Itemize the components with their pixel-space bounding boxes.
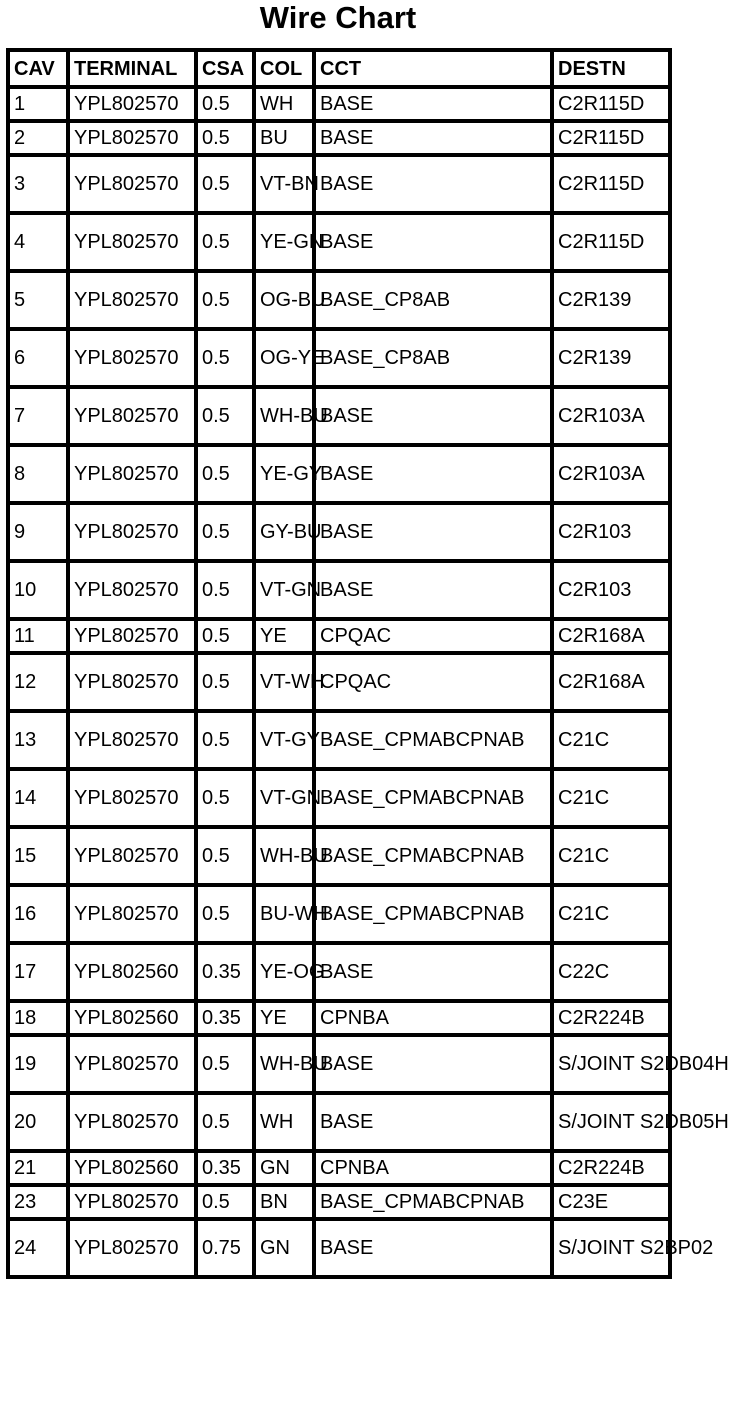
- cell-col: [254, 653, 325, 711]
- table-row: [8, 121, 670, 155]
- cell-csa: 0.5: [196, 1093, 254, 1151]
- cell-terminal: YPL802570: [68, 1035, 196, 1093]
- cell-cav: 8: [8, 445, 68, 503]
- cell-destn: [552, 1001, 670, 1035]
- destination-label: C23E: [558, 1191, 609, 1213]
- cell-terminal: YPL802560: [68, 1001, 196, 1035]
- cell-destn: [552, 213, 670, 271]
- cell-destn: [552, 561, 670, 619]
- cell-col: [254, 213, 324, 271]
- cell-terminal: YPL802570: [68, 121, 196, 155]
- cell-col: [254, 711, 321, 769]
- cell-terminal: YPL802570: [68, 885, 196, 943]
- cell-terminal: YPL802570: [68, 1219, 196, 1277]
- cell-cav: 21: [8, 1151, 68, 1185]
- cell-csa: 0.35: [196, 943, 254, 1001]
- cell-col: [254, 1035, 328, 1093]
- cell-destn: [552, 329, 670, 387]
- cell-destn: [552, 943, 670, 1001]
- table-row: [8, 1001, 670, 1035]
- cell-cct: CPNBA: [314, 1151, 552, 1185]
- cell-destn: [552, 827, 670, 885]
- cell-col: [254, 561, 322, 619]
- cell-col: [254, 445, 323, 503]
- cell-cct: BASE: [314, 943, 552, 1001]
- cell-destn: [552, 619, 670, 653]
- cell-csa: 0.5: [196, 155, 254, 213]
- cell-col: [254, 943, 325, 1001]
- cell-cct: BASE_CPMABCPNAB: [314, 769, 552, 827]
- cell-cav: 11: [8, 619, 68, 653]
- cell-csa: 0.5: [196, 329, 254, 387]
- destination-label: S/JOINT S2DB05H: [558, 1111, 729, 1133]
- cell-cct: BASE_CPMABCPNAB: [314, 827, 552, 885]
- cell-col: [254, 271, 326, 329]
- cell-cav: 6: [8, 329, 68, 387]
- destination-label: C2R115D: [558, 231, 645, 253]
- wire-color-label: BU: [260, 127, 288, 149]
- cell-terminal: YPL802570: [68, 155, 196, 213]
- table-row: [8, 387, 670, 445]
- cell-cav: 7: [8, 387, 68, 445]
- cell-cav: 15: [8, 827, 68, 885]
- destination-label: C2R103: [558, 579, 632, 601]
- cell-csa: 0.75: [196, 1219, 254, 1277]
- table-row: [8, 885, 670, 943]
- cell-cct: BASE: [314, 503, 552, 561]
- wire-color-label: WH-BU: [260, 405, 328, 427]
- cell-col: [254, 121, 314, 155]
- wire-color-label: VT-GN: [260, 579, 322, 601]
- cell-col: [254, 387, 328, 445]
- cell-csa: 0.5: [196, 561, 254, 619]
- cell-cct: BASE_CP8AB: [314, 329, 552, 387]
- cell-csa: 0.35: [196, 1001, 254, 1035]
- cell-cav: 3: [8, 155, 68, 213]
- table-row: [8, 155, 670, 213]
- destination-label: C2R168A: [558, 671, 645, 693]
- cell-cct: BASE_CP8AB: [314, 271, 552, 329]
- cell-col: [254, 329, 325, 387]
- cell-cav: 16: [8, 885, 68, 943]
- destination-label: C21C: [558, 787, 610, 809]
- destination-label: C21C: [558, 845, 610, 867]
- cell-csa: 0.5: [196, 387, 254, 445]
- table-row: [8, 271, 670, 329]
- cell-terminal: YPL802570: [68, 329, 196, 387]
- cell-col: [254, 1001, 314, 1035]
- cell-cct: CPQAC: [314, 619, 552, 653]
- cell-terminal: YPL802570: [68, 711, 196, 769]
- table-row: [8, 1185, 670, 1219]
- table-row: [8, 653, 670, 711]
- cell-cct: BASE: [314, 387, 552, 445]
- cell-destn: [552, 87, 670, 121]
- cell-csa: 0.5: [196, 653, 254, 711]
- table-row: [8, 445, 670, 503]
- cell-terminal: YPL802560: [68, 943, 196, 1001]
- wire-color-label: YE-OG: [260, 961, 325, 983]
- cell-cct: BASE_CPMABCPNAB: [314, 885, 552, 943]
- cell-col: [254, 885, 328, 943]
- cell-csa: 0.5: [196, 1185, 254, 1219]
- destination-label: S/JOINT S2DB04H: [558, 1053, 729, 1075]
- cell-destn: [552, 1219, 714, 1277]
- header-row: [8, 50, 670, 87]
- cell-cav: 2: [8, 121, 68, 155]
- destination-label: C2R224B: [558, 1007, 645, 1029]
- cell-terminal: YPL802560: [68, 1151, 196, 1185]
- cell-csa: 0.5: [196, 1035, 254, 1093]
- wire-color-label: VT-GN: [260, 787, 322, 809]
- table-row: [8, 503, 670, 561]
- wire-color-label: VT-GY: [260, 729, 321, 751]
- table-row: [8, 561, 670, 619]
- wire-color-label: WH-BU: [260, 1053, 328, 1075]
- cell-destn: [552, 445, 670, 503]
- cell-cav: 17: [8, 943, 68, 1001]
- table-row: [8, 943, 670, 1001]
- cell-col: [254, 619, 314, 653]
- wire-color-label: OG-YE: [260, 347, 325, 369]
- wire-color-label: YE-GY: [260, 463, 323, 485]
- cell-cav: 4: [8, 213, 68, 271]
- table-row: [8, 827, 670, 885]
- cell-cav: 1: [8, 87, 68, 121]
- cell-col: [254, 1185, 314, 1219]
- destination-label: S/JOINT S2BP02: [558, 1237, 714, 1259]
- table-row: [8, 1035, 670, 1093]
- cell-csa: 0.5: [196, 121, 254, 155]
- destination-label: C2R115D: [558, 93, 645, 115]
- cell-col: [254, 1219, 314, 1277]
- destination-label: C2R139: [558, 347, 632, 369]
- table-row: [8, 1219, 670, 1277]
- cell-cct: BASE: [314, 561, 552, 619]
- cell-terminal: YPL802570: [68, 561, 196, 619]
- cell-destn: [552, 1185, 670, 1219]
- cell-destn: [552, 1151, 670, 1185]
- cell-cav: 24: [8, 1219, 68, 1277]
- destination-label: C2R224B: [558, 1157, 645, 1179]
- destination-label: C2R103: [558, 521, 632, 543]
- wire-chart-table: [6, 48, 729, 1279]
- wire-color-label: WH-BU: [260, 845, 328, 867]
- cell-cav: 20: [8, 1093, 68, 1151]
- cell-destn: [552, 1093, 729, 1151]
- cell-terminal: YPL802570: [68, 213, 196, 271]
- cell-cav: 12: [8, 653, 68, 711]
- cell-terminal: YPL802570: [68, 503, 196, 561]
- wire-color-label: VT-BN: [260, 173, 319, 195]
- cell-cav: 18: [8, 1001, 68, 1035]
- cell-cct: BASE_CPMABCPNAB: [314, 711, 552, 769]
- cell-cav: 19: [8, 1035, 68, 1093]
- header-col: COL: [254, 50, 314, 87]
- wire-color-label: GY-BU: [260, 521, 322, 543]
- table-row: [8, 619, 670, 653]
- table-row: [8, 711, 670, 769]
- cell-destn: [552, 769, 670, 827]
- wire-color-label: YE-GN: [260, 231, 324, 253]
- cell-cav: 14: [8, 769, 68, 827]
- destination-label: C2R115D: [558, 173, 645, 195]
- cell-col: [254, 769, 322, 827]
- destination-label: C2R168A: [558, 625, 645, 647]
- cell-terminal: YPL802570: [68, 653, 196, 711]
- destination-label: C21C: [558, 729, 610, 751]
- cell-terminal: YPL802570: [68, 1093, 196, 1151]
- cell-csa: 0.5: [196, 769, 254, 827]
- cell-cav: 5: [8, 271, 68, 329]
- wire-color-label: BN: [260, 1191, 288, 1213]
- cell-col: [254, 1093, 314, 1151]
- cell-cct: CPNBA: [314, 1001, 552, 1035]
- wire-color-label: WH: [260, 93, 294, 115]
- destination-label: C21C: [558, 903, 610, 925]
- cell-cct: BASE: [314, 445, 552, 503]
- table-row: [8, 1151, 670, 1185]
- table-row: [8, 329, 670, 387]
- cell-cct: BASE: [314, 121, 552, 155]
- cell-terminal: YPL802570: [68, 619, 196, 653]
- table-row: [8, 87, 670, 121]
- cell-cav: 10: [8, 561, 68, 619]
- cell-csa: 0.35: [196, 1151, 254, 1185]
- table-row: [8, 213, 670, 271]
- cell-terminal: YPL802570: [68, 271, 196, 329]
- cell-cct: BASE: [314, 1219, 552, 1277]
- cell-col: [254, 827, 328, 885]
- wire-color-label: BU-WH: [260, 903, 328, 925]
- cell-destn: [552, 387, 670, 445]
- table-row: [8, 1093, 670, 1151]
- cell-destn: [552, 1035, 729, 1093]
- cell-cav: 13: [8, 711, 68, 769]
- page-title: Wire Chart: [259, 0, 417, 35]
- cell-cct: BASE: [314, 1035, 552, 1093]
- table-row: [8, 769, 670, 827]
- wire-color-label: OG-BU: [260, 289, 326, 311]
- destination-label: C22C: [558, 961, 610, 983]
- cell-csa: 0.5: [196, 503, 254, 561]
- destination-label: C2R103A: [558, 463, 645, 485]
- cell-cav: 9: [8, 503, 68, 561]
- cell-cct: BASE_CPMABCPNAB: [314, 1185, 552, 1219]
- cell-terminal: YPL802570: [68, 769, 196, 827]
- cell-destn: [552, 155, 670, 213]
- cell-cct: BASE: [314, 155, 552, 213]
- cell-col: [254, 503, 322, 561]
- cell-terminal: YPL802570: [68, 827, 196, 885]
- header-terminal: TERMINAL: [68, 50, 196, 87]
- cell-destn: [552, 653, 670, 711]
- cell-destn: [552, 885, 670, 943]
- cell-csa: 0.5: [196, 213, 254, 271]
- wire-color-label: YE: [260, 625, 287, 647]
- cell-csa: 0.5: [196, 619, 254, 653]
- cell-col: [254, 1151, 314, 1185]
- cell-csa: 0.5: [196, 827, 254, 885]
- cell-terminal: YPL802570: [68, 1185, 196, 1219]
- cell-cav: 23: [8, 1185, 68, 1219]
- cell-destn: [552, 503, 670, 561]
- cell-col: [254, 87, 314, 121]
- cell-destn: [552, 271, 670, 329]
- wire-color-label: GN: [260, 1157, 290, 1179]
- destination-label: C2R103A: [558, 405, 645, 427]
- cell-csa: 0.5: [196, 271, 254, 329]
- cell-terminal: YPL802570: [68, 87, 196, 121]
- cell-terminal: YPL802570: [68, 387, 196, 445]
- cell-csa: 0.5: [196, 445, 254, 503]
- cell-csa: 0.5: [196, 711, 254, 769]
- wire-color-label: WH: [260, 1111, 294, 1133]
- cell-destn: [552, 121, 670, 155]
- cell-csa: 0.5: [196, 885, 254, 943]
- wire-color-label: VT-WH: [260, 671, 325, 693]
- header-csa: CSA: [196, 50, 254, 87]
- header-cav: CAV: [8, 50, 68, 87]
- cell-cct: BASE: [314, 87, 552, 121]
- cell-csa: 0.5: [196, 87, 254, 121]
- cell-cct: CPQAC: [314, 653, 552, 711]
- cell-cct: BASE: [314, 213, 552, 271]
- destination-label: C2R139: [558, 289, 632, 311]
- destination-label: C2R115D: [558, 127, 645, 149]
- cell-destn: [552, 711, 670, 769]
- cell-col: [254, 155, 319, 213]
- cell-cct: BASE: [314, 1093, 552, 1151]
- header-destn: DESTN: [552, 50, 670, 87]
- cell-terminal: YPL802570: [68, 445, 196, 503]
- wire-color-label: YE: [260, 1007, 287, 1029]
- header-cct: CCT: [314, 50, 552, 87]
- wire-color-label: GN: [260, 1237, 290, 1259]
